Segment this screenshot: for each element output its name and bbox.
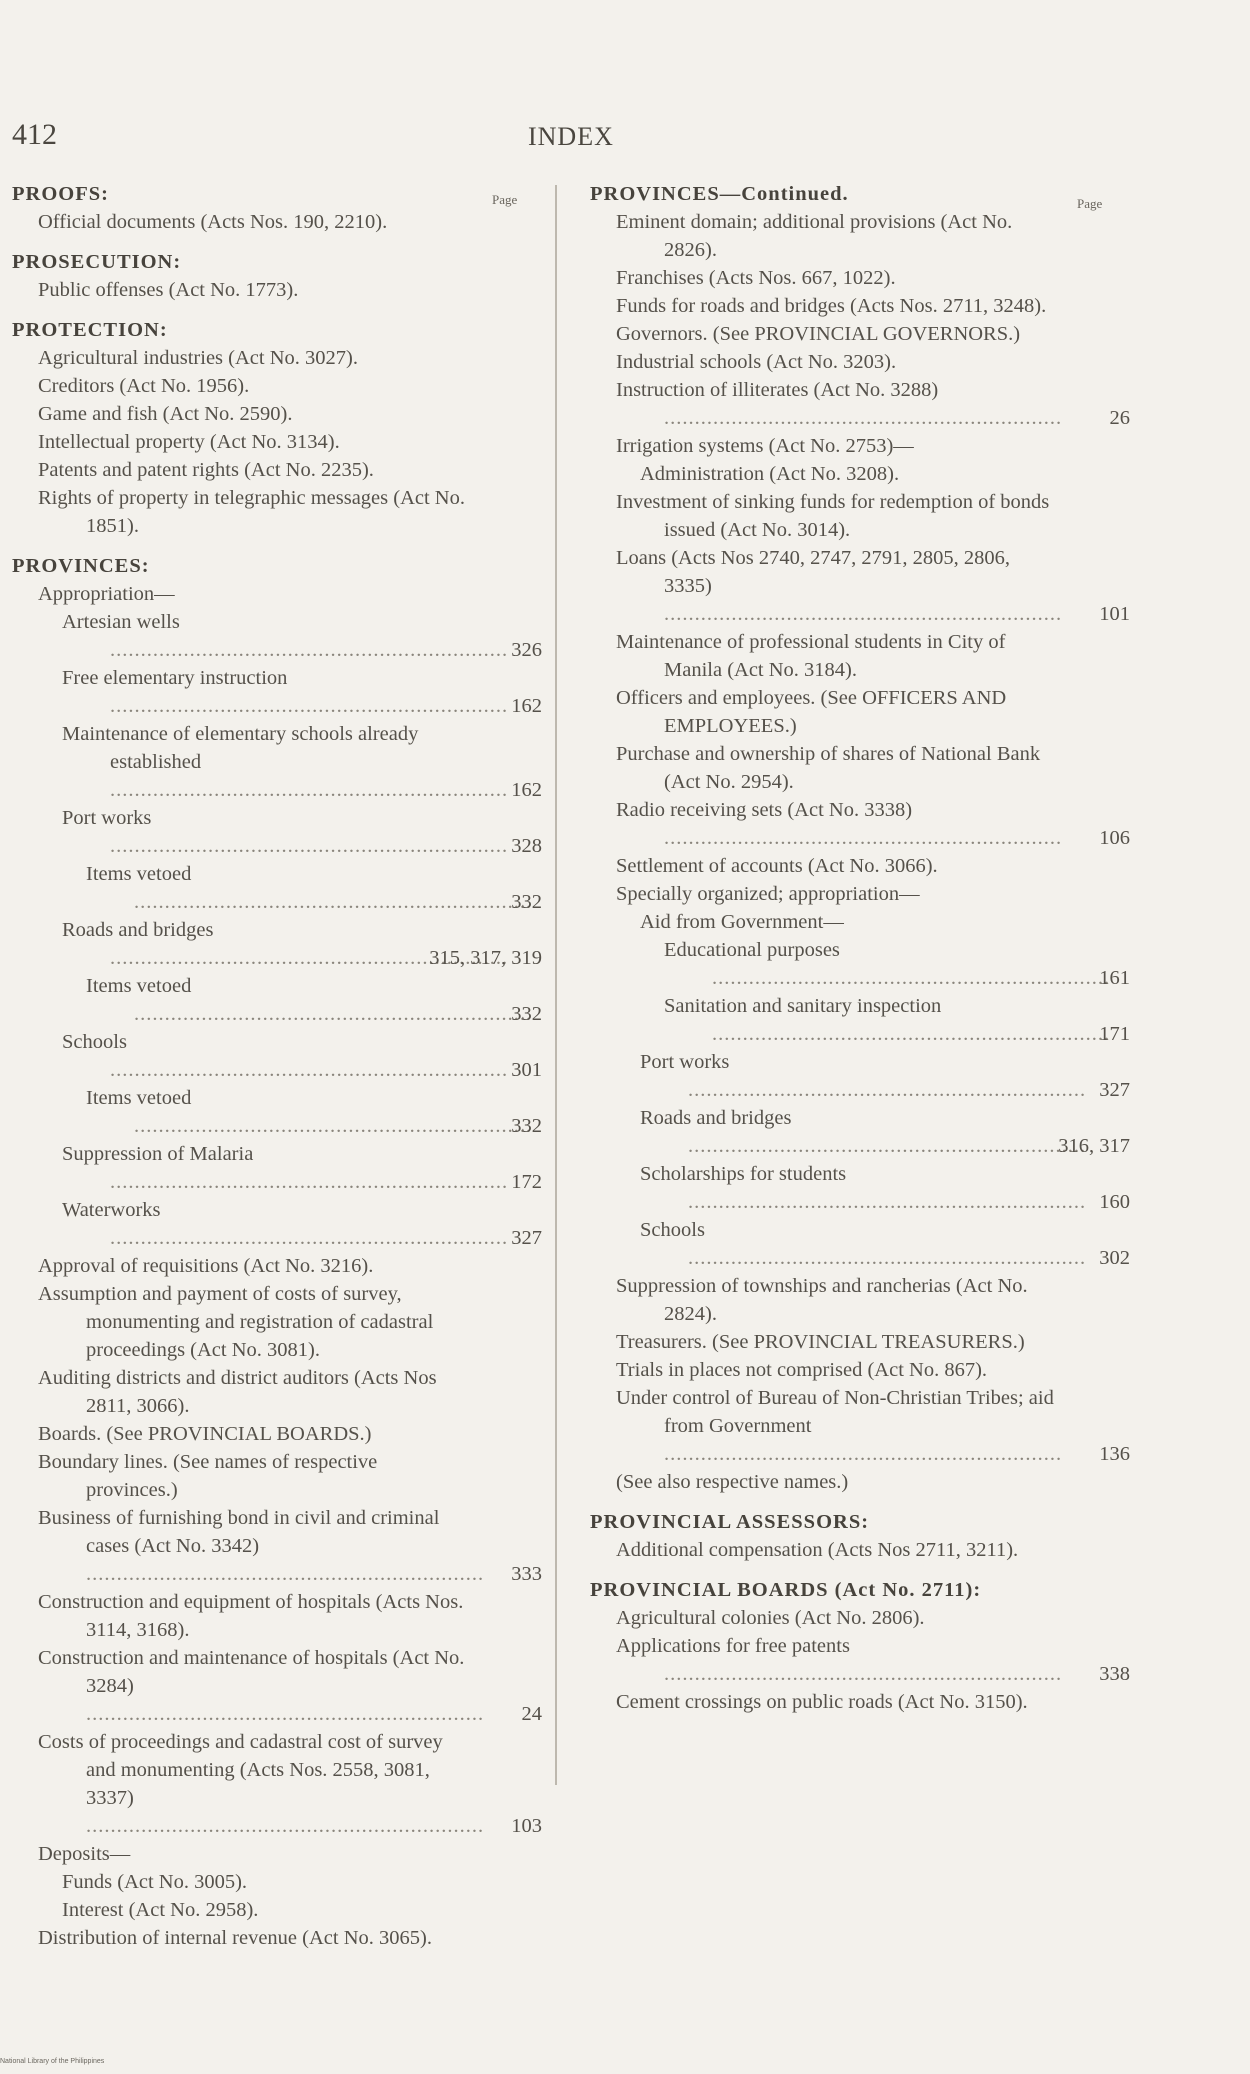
index-entry-page: 328 [511,835,542,857]
index-entry-text: Items vetoed ..... [134,972,472,1028]
index-entry-page: 24 [521,1703,542,1725]
index-entry-text: Port works ..... [110,804,472,860]
index-entry [12,916,542,972]
index-entry-page: 326 [511,639,542,661]
index-entry-page: 302 [1099,1247,1130,1269]
index-entry-text: Approval of requisitions (Act No. 3216). [38,1255,374,1277]
index-entry-page: 316, 317 [1058,1135,1130,1157]
index-entry-text: Suppression of townships and rancherias (Act No. 2824). [616,1275,1028,1325]
index-entry-text: Officers and employees. (See OFFICERS AND EMPLOYEES.) [616,687,1007,737]
index-entry [12,1364,542,1420]
index-entry-page: 333 [511,1563,542,1585]
index-entry-text: Loans (Acts Nos 2740, 2747, 2791, 2805, 2806, 3335) ..... [664,544,1060,628]
index-entry-text: Sanitation and sanitary inspection ..... [712,992,1060,1048]
index-entry [12,1644,542,1728]
index-entry [590,1328,1130,1356]
index-entry-text: Assumption and payment of costs of survey, monumenting and registration of cadastral proceedings (Act No. 3081). [38,1283,434,1361]
index-entry-text: Interest (Act No. 2958). [62,1899,259,1921]
index-entry-page: 332 [511,1115,542,1137]
index-entry [590,880,1130,908]
index-entry-text: Governors. (See PROVINCIAL GOVERNORS.) [616,323,1021,345]
index-entry-page: 332 [511,1003,542,1025]
index-entry-text: Irrigation systems (Act No. 2753)— [616,435,914,457]
index-entry-text: Instruction of illiterates (Act No. 3288) ..... [664,376,1060,432]
index-entry-text: Distribution of internal revenue (Act No. 3065). [38,1927,432,1949]
index-entry [590,1468,1130,1496]
index-entry-text: Trials in places not comprised (Act No. 867). [616,1359,988,1381]
index-entry-page: 161 [1099,967,1130,989]
index-entry-text: Additional compensation (Acts Nos 2711, 3211). [616,1539,1019,1561]
index-entry-page: 301 [511,1059,542,1081]
index-entry-text: Agricultural industries (Act No. 3027). [38,347,358,369]
index-entry [590,852,1130,880]
index-entry [590,1216,1130,1272]
index-entry-text: Eminent domain; additional provisions (Act No. 2826). [616,211,1013,261]
page-number: 412 [12,118,57,151]
index-entry-page: 162 [511,779,542,801]
index-entry [590,544,1130,628]
index-entry [590,432,1130,460]
index-entry-text: Boards. (See PROVINCIAL BOARDS.) [38,1423,372,1445]
index-entry-page: 172 [511,1171,542,1193]
index-entry [590,488,1130,544]
index-entry [590,320,1130,348]
index-column-right [590,180,1130,1716]
index-heading: PROVINCIAL BOARDS (Act No. 2711): [590,1579,982,1601]
index-entry-text: Educational purposes ..... [712,936,1060,992]
index-entry-text: Costs of proceedings and cadastral cost of survey and monumenting (Acts Nos. 2558, 3081, 3337) ..... [86,1728,472,1840]
index-entry [12,1252,542,1280]
index-entry [12,664,542,720]
index-entry-text: Artesian wells ..... [110,608,472,664]
index-entry [12,804,542,860]
index-entry-text: Business of furnishing bond in civil and criminal cases (Act No. 3342) ..... [86,1504,472,1588]
index-entry [12,1840,542,1868]
index-entry [590,348,1130,376]
index-entry-page: 327 [511,1227,542,1249]
index-entry [12,720,542,804]
index-entry [12,1588,542,1644]
page-title: INDEX [528,122,614,151]
index-entry-page: 171 [1099,1023,1130,1045]
index-entry-page: 327 [1099,1079,1130,1101]
index-heading: PROVINCES: [12,555,150,577]
index-entry [590,1688,1130,1716]
index-entry [12,1028,542,1084]
index-entry [590,264,1130,292]
index-entry [12,276,542,304]
index-entry [12,456,542,484]
index-entry [590,208,1130,264]
index-entry [590,1356,1130,1384]
index-entry [590,936,1130,992]
index-entry-text: Maintenance of elementary schools already established ..... [110,720,472,804]
index-entry [590,1048,1130,1104]
index-entry-text: Construction and maintenance of hospitals (Act No. 3284) ..... [86,1644,472,1728]
index-entry-text: Investment of sinking funds for redemption of bonds issued (Act No. 3014). [616,491,1050,541]
index-entry-page: 103 [511,1815,542,1837]
index-entry-text: Schools ..... [688,1216,1060,1272]
index-entry-text: Administration (Act No. 3208). [640,463,900,485]
index-heading: PROVINCIAL ASSESSORS: [590,1511,870,1533]
index-entry [12,608,542,664]
index-entry-page: 338 [1099,1663,1130,1685]
index-entry [590,992,1130,1048]
index-entry-text: Purchase and ownership of shares of National Bank (Act No. 2954). [616,743,1041,793]
index-entry [12,344,542,372]
index-heading: PROVINCES—Continued. [590,183,849,205]
index-entry-page: 106 [1099,827,1130,849]
index-entry [12,400,542,428]
index-entry-text: Settlement of accounts (Act No. 3066). [616,855,938,877]
index-entry-text: Game and fish (Act No. 2590). [38,403,293,425]
index-entry-text: Items vetoed ..... [134,1084,472,1140]
index-entry [12,1924,542,1952]
index-entry [590,1384,1130,1468]
index-column-left [12,180,542,1952]
index-entry [590,1160,1130,1216]
index-entry-text: Schools ..... [110,1028,472,1084]
index-entry [12,580,542,608]
index-entry-text: Franchises (Acts Nos. 667, 1022). [616,267,896,289]
index-entry-text: Official documents (Acts Nos. 190, 2210). [38,211,388,233]
index-entry [590,796,1130,852]
index-entry-text: Public offenses (Act No. 1773). [38,279,299,301]
index-entry-text: Auditing districts and district auditors (Acts Nos 2811, 3066). [38,1367,437,1417]
index-entry [12,1420,542,1448]
index-entry-page: 332 [511,891,542,913]
index-entry [590,1632,1130,1688]
index-entry-text: Radio receiving sets (Act No. 3338) ..... [664,796,1060,852]
index-entry [590,460,1130,488]
index-entry [12,1084,542,1140]
index-entry-text: Free elementary instruction ..... [110,664,472,720]
footer-credit: National Library of the Philippines [0,2058,105,2065]
index-entry-text: Construction and equipment of hospitals (Acts Nos. 3114, 3168). [38,1591,464,1641]
page-column-label-left: Page [492,192,518,207]
index-entry-text: Aid from Government— [640,911,844,933]
index-entry [590,376,1130,432]
index-entry-text: Scholarships for students ..... [688,1160,1060,1216]
column-divider [555,185,557,1785]
index-entry-text: Under control of Bureau of Non-Christian Tribes; aid from Government ..... [664,1384,1060,1468]
index-entry [12,860,542,916]
index-entry [12,1448,542,1504]
index-entry-text: Roads and bridges ..... [110,916,472,972]
index-entry-text: Maintenance of professional students in City of Manila (Act No. 3184). [616,631,1006,681]
index-entry-text: Funds (Act No. 3005). [62,1871,248,1893]
index-entry-text: Deposits— [38,1843,131,1865]
index-entry [12,1140,542,1196]
index-entry-text: Items vetoed ..... [134,860,472,916]
index-entry-text: Intellectual property (Act No. 3134). [38,431,340,453]
index-entry [12,484,542,540]
index-entry [590,1272,1130,1328]
index-entry-text: Appropriation— [38,583,175,605]
index-entry [12,972,542,1028]
index-entry [590,1104,1130,1160]
index-entry-text: Boundary lines. (See names of respective provinces.) [38,1451,378,1501]
page-column-label-right: Page [1077,196,1103,211]
index-entry-text: Roads and bridges ..... [688,1104,1060,1160]
index-entry-page: 315, 317, 319 [429,947,542,969]
index-entry-text: Creditors (Act No. 1956). [38,375,250,397]
index-entry [590,628,1130,684]
index-entry [590,1604,1130,1632]
index-entry-text: Funds for roads and bridges (Acts Nos. 2711, 3248). [616,295,1047,317]
index-entry-text: Agricultural colonies (Act No. 2806). [616,1607,925,1629]
index-entry [590,908,1130,936]
index-entry-page: 101 [1099,603,1130,625]
index-heading: PROTECTION: [12,319,168,341]
index-entry [12,428,542,456]
index-entry-text: Industrial schools (Act No. 3203). [616,351,897,373]
index-entry-page: 26 [1109,407,1130,429]
index-entry-text: Patents and patent rights (Act No. 2235). [38,459,374,481]
index-entry-text: Waterworks ..... [110,1196,472,1252]
index-entry [12,1196,542,1252]
index-entry-page: 136 [1099,1443,1130,1465]
index-entry [12,1728,542,1840]
index-entry-text: Suppression of Malaria ..... [110,1140,472,1196]
index-entry [590,292,1130,320]
index-entry-text: Cement crossings on public roads (Act No. 3150). [616,1691,1028,1713]
index-entry [12,372,542,400]
index-entry [590,740,1130,796]
index-entry-page: 162 [511,695,542,717]
index-entry [12,1896,542,1924]
index-entry [12,1868,542,1896]
index-entry [12,1280,542,1364]
index-entry [12,208,542,236]
index-entry-page: 160 [1099,1191,1130,1213]
index-entry-text: (See also respective names.) [616,1471,849,1493]
index-entry-text: Applications for free patents ..... [664,1632,1060,1688]
index-heading: PROOFS: [12,183,109,205]
index-entry-text: Specially organized; appropriation— [616,883,920,905]
index-entry [12,1504,542,1588]
index-heading: PROSECUTION: [12,251,182,273]
index-entry [590,1536,1130,1564]
index-entry-text: Treasurers. (See PROVINCIAL TREASURERS.) [616,1331,1025,1353]
index-entry-text: Rights of property in telegraphic messages (Act No. 1851). [38,487,465,537]
index-entry [590,684,1130,740]
index-entry-text: Port works ..... [688,1048,1060,1104]
